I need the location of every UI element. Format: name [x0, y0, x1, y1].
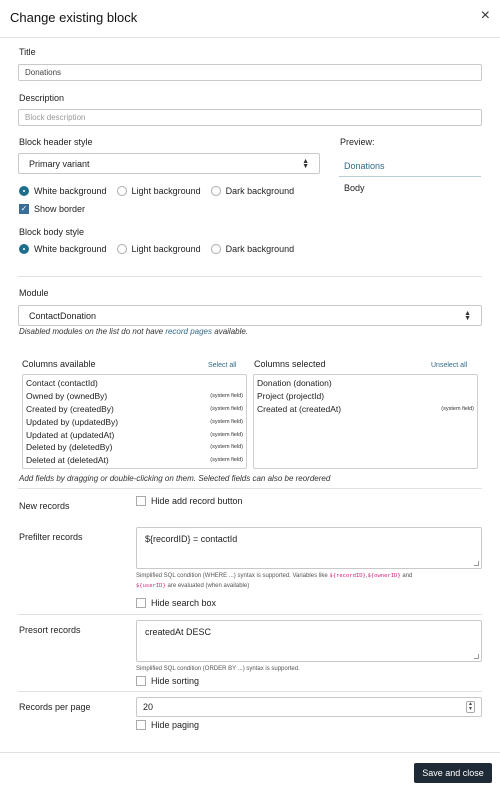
column-item-name: Deleted at (deletedAt): [26, 455, 109, 466]
checkbox-icon: [136, 676, 146, 686]
prefilter-label: Prefilter records: [19, 532, 83, 542]
new-records-label: New records: [19, 501, 70, 511]
header-style-value: Primary variant: [29, 158, 90, 169]
radio-label: Light background: [131, 244, 201, 254]
title-input[interactable]: Donations: [18, 64, 482, 81]
header-radio-dark[interactable]: [211, 186, 295, 196]
column-item-name: Updated by (updatedBy): [26, 416, 119, 427]
column-item-name: Created at (createdAt): [257, 403, 342, 414]
records-per-page-value: 20: [143, 702, 154, 712]
hide-paging-checkbox[interactable]: [136, 720, 199, 730]
preview-header: Donations: [339, 155, 481, 177]
show-border-checkbox[interactable]: [19, 204, 85, 214]
column-item[interactable]: [23, 390, 246, 403]
system-field-tag: (system field): [210, 457, 243, 464]
select-arrows-icon: ▲ ▼: [302, 157, 309, 170]
column-item[interactable]: [254, 390, 477, 403]
hide-add-record-label: Hide add record button: [151, 496, 243, 506]
column-item-name: Created by (createdBy): [26, 403, 114, 414]
system-field-tag: (system field): [210, 418, 243, 425]
prefilter-hint-text-end: are evaluated (when available): [165, 583, 250, 589]
preview-body: Body: [344, 183, 365, 193]
columns-available-list[interactable]: [22, 374, 247, 469]
divider: [18, 691, 482, 692]
modal-title: Change existing block: [10, 10, 138, 25]
presort-textarea[interactable]: [136, 620, 482, 662]
title-label: Title: [19, 47, 36, 57]
radio-checked-icon: [19, 186, 29, 196]
radio-label: White background: [34, 186, 107, 196]
code-var: ${recordID}: [329, 573, 366, 579]
column-item-name: Owned by (ownedBy): [26, 391, 108, 402]
column-item-name: Deleted by (deletedBy): [26, 442, 113, 453]
radio-icon: [117, 186, 127, 196]
description-input[interactable]: [18, 109, 482, 126]
show-border-label: Show border: [34, 204, 86, 214]
prefilter-hint: [136, 571, 482, 591]
module-note: [19, 327, 248, 336]
presort-label: Presort records: [19, 625, 81, 635]
module-select[interactable]: [18, 305, 482, 326]
column-item[interactable]: [23, 403, 246, 416]
description-placeholder: Block description: [25, 113, 86, 122]
modal-header: [0, 0, 500, 38]
radio-label: Dark background: [225, 244, 295, 254]
divider: [18, 276, 482, 277]
column-item-name: Donation (donation): [257, 378, 332, 389]
description-label: Description: [19, 93, 65, 103]
body-style-label: Block body style: [19, 227, 85, 237]
checkbox-icon: [136, 720, 146, 730]
presort-value: createdAt DESC: [145, 627, 212, 637]
body-radio-dark[interactable]: [211, 244, 295, 254]
prefilter-textarea[interactable]: [136, 527, 482, 569]
hide-search-box-checkbox[interactable]: [136, 598, 216, 608]
prefilter-hint-and: and: [400, 573, 413, 579]
hide-sorting-label: Hide sorting: [151, 676, 200, 686]
header-style-radios: [19, 186, 294, 196]
code-var: ${ownerID}: [367, 573, 401, 579]
modal-footer: [0, 752, 500, 790]
system-field-tag: (system field): [210, 444, 243, 451]
radio-checked-icon: [19, 244, 29, 254]
radio-icon: [211, 186, 221, 196]
column-item[interactable]: [23, 454, 246, 467]
checkbox-icon: [136, 598, 146, 608]
column-item[interactable]: [254, 377, 477, 390]
column-item-name: Contact (contactId): [26, 378, 98, 389]
select-arrows-icon: ▲ ▼: [464, 309, 471, 322]
system-field-tag: (system field): [441, 405, 474, 412]
prefilter-value: ${recordID} = contactId: [145, 534, 238, 544]
column-item[interactable]: [254, 403, 477, 416]
checkbox-icon: [136, 496, 146, 506]
module-label: Module: [19, 288, 49, 298]
hide-add-record-checkbox[interactable]: [136, 496, 243, 506]
unselect-all-link[interactable]: Unselect all: [431, 362, 468, 369]
column-item[interactable]: [23, 377, 246, 390]
column-item[interactable]: [23, 415, 246, 428]
column-item[interactable]: [23, 441, 246, 454]
column-item-name: Updated at (updatedAt): [26, 429, 115, 440]
divider: [18, 488, 482, 489]
records-per-page-label: Records per page: [19, 702, 91, 712]
module-note-text-end: available.: [212, 327, 249, 336]
code-var: ${userID}: [136, 583, 166, 589]
preview-label: Preview:: [340, 137, 375, 147]
body-radio-light[interactable]: [117, 244, 201, 254]
resize-handle-icon[interactable]: [474, 561, 479, 566]
columns-available-title: Columns available: [22, 359, 96, 369]
radio-label: Dark background: [225, 186, 295, 196]
column-item-name: Project (projectId): [257, 391, 325, 402]
body-style-radios: [19, 244, 294, 254]
radio-icon: [211, 244, 221, 254]
radio-label: White background: [34, 244, 107, 254]
header-radio-light[interactable]: [117, 186, 201, 196]
block-preview: [339, 155, 481, 200]
record-pages-link[interactable]: record pages: [165, 327, 213, 336]
columns-selected-title: Columns selected: [254, 359, 326, 369]
prefilter-hint-text: Simplified SQL condition (WHERE ...) syntax is supported. Variables like: [136, 573, 330, 579]
checkbox-checked-icon: ✓: [20, 204, 28, 213]
module-value: ContactDonation: [29, 310, 97, 321]
number-spinner-icon[interactable]: ▲ ▼: [468, 701, 473, 712]
close-icon[interactable]: ×: [480, 7, 490, 24]
radio-label: Light background: [131, 186, 201, 196]
columns-hint: Add fields by dragging or double-clicking on them. Selected fields can also be reordered: [19, 474, 331, 483]
system-field-tag: (system field): [210, 405, 243, 412]
divider: [18, 614, 482, 615]
header-style-label: Block header style: [19, 137, 93, 147]
select-all-link[interactable]: Select all: [208, 362, 237, 369]
system-field-tag: (system field): [210, 393, 243, 400]
column-item[interactable]: [23, 428, 246, 441]
hide-sorting-checkbox[interactable]: [136, 676, 199, 686]
hide-search-box-label: Hide search box: [151, 598, 217, 608]
header-style-select[interactable]: [18, 153, 320, 174]
columns-selected-list[interactable]: [253, 374, 478, 469]
prefilter-hint-comma: ,: [365, 573, 368, 579]
radio-icon: [117, 244, 127, 254]
records-per-page-input[interactable]: [136, 697, 482, 717]
system-field-tag: (system field): [210, 431, 243, 438]
header-radio-white[interactable]: [19, 186, 107, 196]
save-and-close-button[interactable]: Save and close: [414, 763, 492, 783]
hide-paging-label: Hide paging: [151, 720, 200, 730]
body-radio-white[interactable]: [19, 244, 107, 254]
module-note-text: Disabled modules on the list do not have: [19, 327, 166, 336]
resize-handle-icon[interactable]: [474, 654, 479, 659]
presort-hint: Simplified SQL condition (ORDER BY ...) syntax is supported.: [136, 666, 300, 672]
